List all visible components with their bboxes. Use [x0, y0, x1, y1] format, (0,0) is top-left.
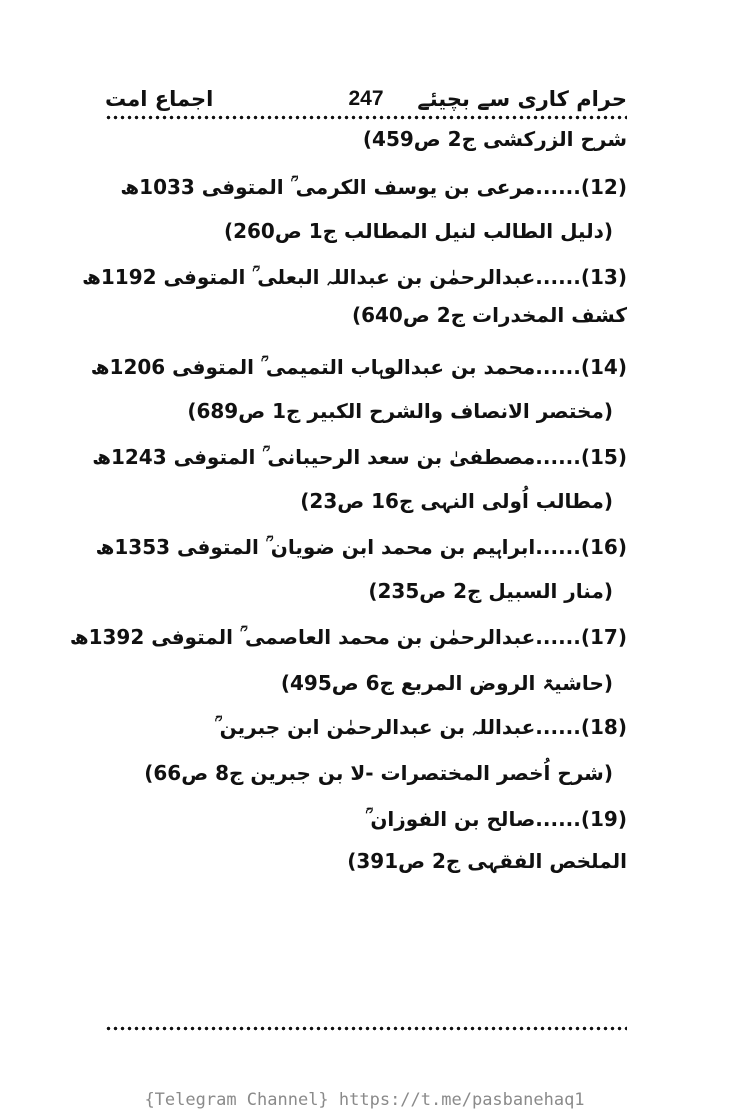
header-chapter-title: اجماع امت	[105, 87, 214, 111]
text-line: (مختصر الانصاف والشرح الکبیر ج1 ص689)	[187, 399, 613, 423]
page-number: 247	[348, 87, 384, 110]
text-line: (19)......صالح بن الفوزان ؒ	[365, 807, 627, 831]
text-line: (16)......ابراہیم بن محمد ابن ضویان ؒ المتوفی 1353ھ	[95, 535, 627, 559]
text-line: (13)......عبدالرحمٰن بن عبداللہ البعلی ؒ المتوفی 1192ھ	[82, 265, 627, 289]
text-line: (12)......مرعی بن یوسف الکرمی ؒ المتوفی 1033ھ	[120, 175, 627, 199]
text-line: (17)......عبدالرحمٰن بن محمد العاصمی ؒ المتوفی 1392ھ	[69, 625, 627, 649]
footer-dotted-rule	[105, 1026, 627, 1031]
text-line: الملخص الفقہی ج2 ص391)	[347, 849, 627, 873]
header-dotted-rule	[105, 115, 627, 120]
telegram-watermark: {Telegram Channel} https://t.me/pasbanehaq1	[144, 1090, 585, 1110]
text-line: شرح الزرکشی ج2 ص459)	[362, 127, 627, 151]
page-header	[105, 84, 627, 118]
text-line: (مطالب اُولی النہی ج16 ص23)	[300, 489, 613, 513]
text-line: (15)......مصطفیٰ بن سعد الرحیبانی ؒ المتوفی 1243ھ	[92, 445, 627, 469]
text-line: (دلیل الطالب لنیل المطالب ج1 ص260)	[223, 219, 613, 243]
text-line: (حاشیۃ الروض المربع ج6 ص495)	[280, 671, 613, 695]
text-line: (منار السبیل ج2 ص235)	[368, 579, 613, 603]
header-book-title: حرام کاری سے بچیئے	[417, 87, 627, 111]
text-line: (18)......عبداللہ بن عبدالرحمٰن ابن جبرین ؒ	[214, 715, 627, 739]
text-line: (شرح اُخصر المختصرات -لا بن جبرین ج8 ص66)	[144, 761, 613, 785]
text-line: کشف المخدرات ج2 ص640)	[351, 303, 627, 327]
text-line: (14)......محمد بن عبدالوہاب التمیمی ؒ المتوفی 1206ھ	[90, 355, 627, 379]
